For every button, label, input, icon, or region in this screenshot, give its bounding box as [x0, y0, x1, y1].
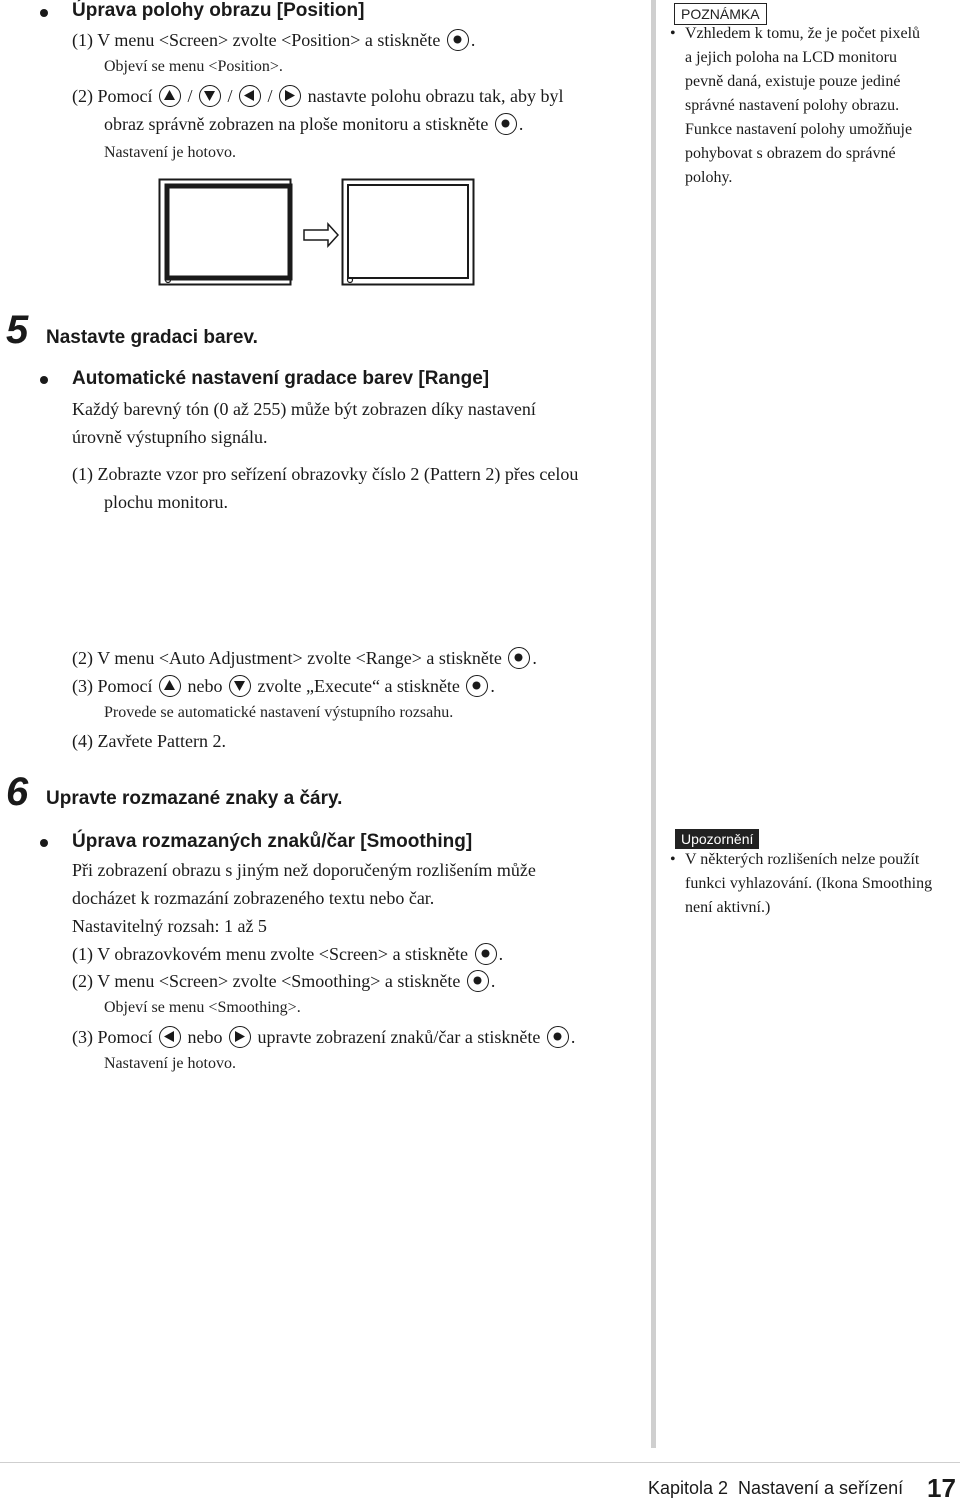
- footer-section: Nastavení a seřízení: [738, 1478, 904, 1498]
- caution-bullet: •: [670, 851, 676, 868]
- smoothing-heading: Úprava rozmazaných znaků/čar [Smoothing]: [72, 831, 473, 852]
- note-text: Vzhledem k tomu, že je počet pixelů a jejich poloha na LCD monitoru pevně daná, existuje pouze jediné správné nastavení polohy obrazu. Funkce nastavení polohy umožňuje pohybovat s obrazem do správné polohy.: [685, 25, 921, 186]
- range-heading: Automatické nastavení gradace barev [Range]: [72, 368, 490, 389]
- position-step-2-result: Nastavení je hotovo.: [104, 144, 236, 161]
- range-step-4: (4) Zavřete Pattern 2.: [72, 731, 226, 751]
- smoothing-desc-1: Při zobrazení obrazu s jiným než doporučeným rozlišením může: [72, 860, 536, 880]
- enter-button-icon: [495, 113, 517, 135]
- up-button-icon: [159, 675, 181, 697]
- enter-button-icon: [466, 675, 488, 697]
- left-button-icon: [159, 1026, 181, 1048]
- note-bullet: •: [670, 25, 676, 42]
- smoothing-step-3-result: Nastavení je hotovo.: [104, 1055, 236, 1072]
- position-illustration: [158, 178, 478, 288]
- column-divider: [651, 0, 656, 1448]
- note-tag: POZNÁMKA: [674, 3, 767, 25]
- step-number: 5: [6, 308, 29, 352]
- enter-button-icon: [508, 647, 530, 669]
- range-step-3-result: Provede se automatické nastavení výstupního rozsahu.: [104, 704, 454, 721]
- enter-button-icon: [467, 970, 489, 992]
- range-step-3: (3) Pomocí nebo zvolte „Execute“ a stiskněte .: [72, 676, 495, 696]
- caution-text: V některých rozlišeních nelze použít funkci vyhlazování. (Ikona Smoothing není aktivní.): [685, 851, 933, 916]
- enter-button-icon: [447, 29, 469, 51]
- arrow-right-icon: [304, 224, 338, 246]
- left-button-icon: [239, 85, 261, 107]
- smoothing-range: Nastavitelný rozsah: 1 až 5: [72, 916, 267, 936]
- page-number: 17: [927, 1473, 956, 1503]
- caution-tag: Upozornění: [675, 829, 759, 849]
- smoothing-desc-2: docházet k rozmazání zobrazeného textu nebo čar.: [72, 888, 435, 908]
- up-button-icon: [159, 85, 181, 107]
- bullet-dot: [40, 839, 48, 847]
- step-title: Nastavte gradaci barev.: [46, 327, 258, 348]
- monitor-after-icon: [343, 180, 474, 285]
- smoothing-step-2-result: Objeví se menu <Smoothing>.: [104, 999, 301, 1016]
- smoothing-step-2: (2) V menu <Screen> zvolte <Smoothing> a stiskněte .: [72, 971, 496, 991]
- bullet-dot: [40, 376, 48, 384]
- footer-divider: [0, 1462, 960, 1463]
- down-button-icon: [199, 85, 221, 107]
- step-title: Upravte rozmazané znaky a čáry.: [46, 788, 343, 809]
- down-button-icon: [229, 675, 251, 697]
- footer-chapter: Kapitola 2: [648, 1478, 729, 1498]
- range-step-1: (1) Zobrazte vzor pro seřízení obrazovky číslo 2 (Pattern 2) přes celou: [72, 464, 579, 484]
- right-button-icon: [279, 85, 301, 107]
- range-step-1-cont: plochu monitoru.: [104, 492, 228, 512]
- position-step-2-cont: obraz správně zobrazen na ploše monitoru a stiskněte .: [104, 114, 524, 134]
- monitor-before-icon: [160, 180, 291, 285]
- enter-button-icon: [475, 943, 497, 965]
- range-desc-1: Každý barevný tón (0 až 255) může být zobrazen díky nastavení: [72, 399, 536, 419]
- range-desc-2: úrovně výstupního signálu.: [72, 427, 268, 447]
- position-heading: Úprava polohy obrazu [Position]: [72, 0, 365, 21]
- position-step-1: (1) V menu <Screen> zvolte <Position> a stiskněte .: [72, 30, 476, 50]
- smoothing-step-3: (3) Pomocí nebo upravte zobrazení znaků/čar a stiskněte .: [72, 1027, 576, 1047]
- range-step-2: (2) V menu <Auto Adjustment> zvolte <Range> a stiskněte .: [72, 648, 537, 668]
- bullet-dot: [40, 9, 48, 17]
- position-step-1-result: Objeví se menu <Position>.: [104, 58, 283, 75]
- enter-button-icon: [547, 1026, 569, 1048]
- smoothing-step-1: (1) V obrazovkovém menu zvolte <Screen> a stiskněte .: [72, 944, 504, 964]
- position-step-2: (2) Pomocí / / / nastavte polohu obrazu tak, aby byl: [72, 86, 564, 106]
- step-number: 6: [6, 770, 29, 814]
- right-button-icon: [229, 1026, 251, 1048]
